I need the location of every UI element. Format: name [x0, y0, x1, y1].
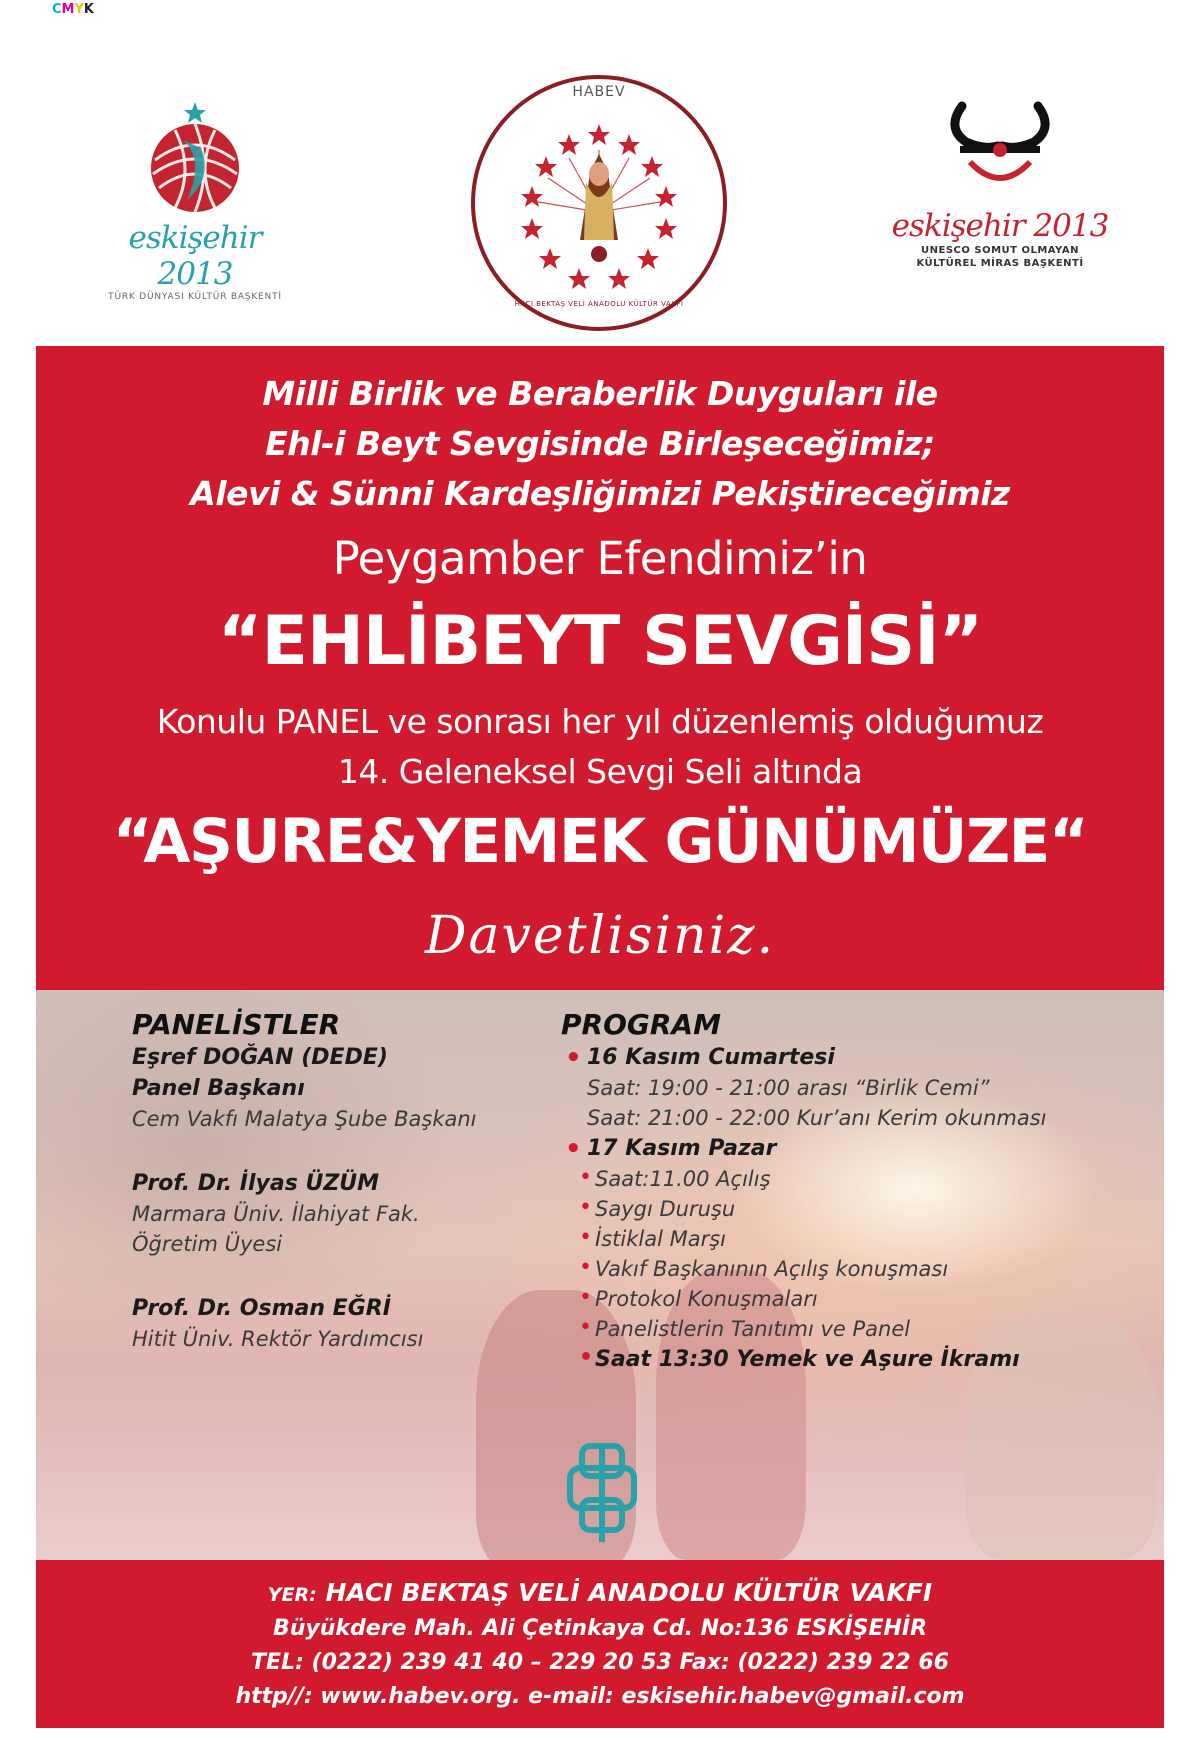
panelists-heading: PANELİSTLER: [132, 1008, 341, 1041]
program-day-2-item: • Saygı Duruşu: [561, 1197, 1141, 1221]
knot-ornament-icon: [562, 1438, 642, 1548]
panelist-2-org-1: Marmara Üniv. İlahiyat Fak.: [132, 1202, 420, 1226]
venue-address: Büyükdere Mah. Ali Çetinkaya Cd. No:136 ESKİŞEHİR: [272, 1616, 928, 1641]
panelist-3-org: Hitit Üniv. Rektör Yardımcısı: [132, 1327, 424, 1351]
panelist-1-name: Eşref DOĞAN (DEDE): [132, 1045, 388, 1070]
intro-text: Peygamber Efendimiz’in: [332, 532, 868, 585]
program-day-1-item-2: Saat: 21:00 - 22:00 Kur’anı Kerim okunması: [587, 1106, 1047, 1130]
right-logo-subtitle-1: UNESCO SOMUT OLMAYAN: [921, 245, 1079, 256]
panelist-2-org-2: Öğretim Üyesi: [132, 1232, 283, 1256]
panelists-column: [132, 1008, 552, 1351]
eskisehir-turk-dunyasi-logo: [90, 100, 300, 302]
hero-panel: [36, 346, 1164, 990]
body-line-1: Konulu PANEL ve sonrası her yıl düzenlemiş olduğumuz: [156, 702, 1044, 741]
program-day-2-final: • Saat 13:30 Yemek ve Aşure İkramı: [561, 1347, 1141, 1372]
program-day-1-item-1: Saat: 19:00 - 21:00 arası “Birlik Cemi”: [587, 1076, 990, 1100]
venue-phone: TEL: (0222) 239 41 40 – 229 20 53 Fax: (0222) 239 22 66: [251, 1650, 949, 1675]
program-heading: PROGRAM: [561, 1008, 721, 1041]
venue-line: [36, 1578, 1164, 1607]
program-day-2-item: • Protokol Konuşmaları: [561, 1287, 1141, 1311]
invitation-script: Davetlisiniz.: [424, 906, 776, 966]
right-logo-name: eskişehir 2013: [891, 208, 1109, 244]
panelist-3-name: Prof. Dr. Osman EĞRİ: [132, 1296, 391, 1321]
left-logo-subtitle: TÜRK DÜNYASI KÜLTÜR BAŞKENTİ: [108, 292, 282, 302]
venue-name: HACI BEKTAŞ VELİ ANADOLU KÜLTÜR VAKFI: [325, 1578, 933, 1607]
habev-top-label: HABEV: [572, 84, 626, 100]
ornamental-globe-icon: [135, 100, 255, 220]
body-line-2: 14. Geleneksel Sevgi Seli altında: [337, 752, 863, 791]
slogan-line-3: Alevi & Sünni Kardeşliğimizi Pekiştireceğimiz: [190, 474, 1010, 513]
left-logo-name: eskişehir 2013: [128, 220, 262, 292]
program-day-1: • 16 Kasım Cumartesi: [561, 1045, 1141, 1070]
crossed-swords-icon: [940, 98, 1060, 208]
cmyk-y: Y: [74, 2, 84, 17]
slogan-line-1: Milli Birlik ve Beraberlik Duyguları ile: [262, 374, 938, 413]
program-day-2-item: • Panelistlerin Tanıtımı ve Panel: [561, 1317, 1141, 1341]
cmyk-mark: [52, 2, 94, 17]
panelist-1-role: Panel Başkanı: [132, 1076, 305, 1101]
program-section: [36, 990, 1164, 1560]
event-title: “EHLİBEYT SEVGİSİ”: [217, 602, 983, 681]
cmyk-c: C: [52, 2, 62, 17]
slogan-line-2: Ehl-i Beyt Sevgisinde Birleşeceğimiz;: [265, 424, 935, 463]
habev-emblem-icon: [468, 72, 730, 334]
panelist-2-name: Prof. Dr. İlyas ÜZÜM: [132, 1171, 380, 1196]
event-title-2: “AŞURE&YEMEK GÜNÜMÜZE“: [112, 806, 1088, 877]
venue-label: YER:: [267, 1584, 317, 1606]
program-day-2: • 17 Kasım Pazar: [561, 1136, 1141, 1161]
venue-web-email[interactable]: http//: www.habev.org. e-mail: eskisehir.habev@gmail.com: [235, 1684, 965, 1709]
eskisehir-unesco-logo: [880, 98, 1120, 270]
program-column: [561, 1008, 1141, 1372]
program-day-2-item: • Saat:11.00 Açılış: [561, 1167, 1141, 1191]
habev-emblem: [468, 72, 730, 334]
cmyk-m: M: [61, 2, 75, 17]
program-day-2-item: • İstiklal Marşı: [561, 1227, 1141, 1251]
right-logo-subtitle-2: KÜLTÜREL MİRAS BAŞKENTİ: [916, 258, 1084, 269]
program-day-2-item: • Vakıf Başkanının Açılış konuşması: [561, 1257, 1141, 1281]
venue-footer: [36, 1560, 1164, 1728]
habev-ring-text: HACI BEKTAŞ VELİ ANADOLU KÜLTÜR VAKFI: [514, 300, 684, 308]
cmyk-k: K: [83, 2, 94, 17]
panelist-1-org: Cem Vakfı Malatya Şube Başkanı: [132, 1107, 477, 1131]
